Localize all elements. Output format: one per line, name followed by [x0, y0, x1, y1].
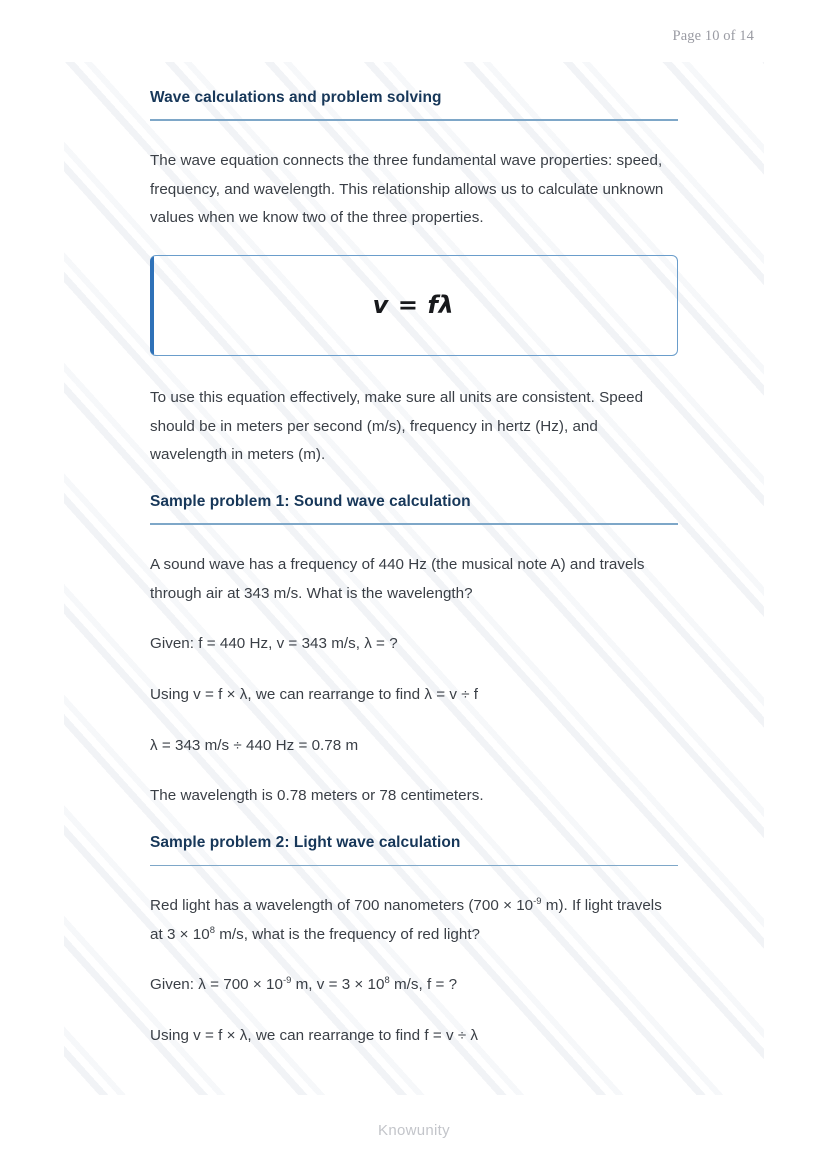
problem2-given-exponent-light-speed: 8 [384, 974, 390, 986]
intro-paragraph: The wave equation connects the three fundamental wave properties: speed, frequency, and wavelength. This relationship allows us to calculate unknown values when we know two of the three properties. [150, 151, 664, 227]
document-content [150, 76, 678, 1051]
problem1-calculation: λ = 343 m/s ÷ 440 Hz = 0.78 m [150, 736, 359, 754]
formula-callout [150, 255, 678, 356]
heading-divider [150, 119, 678, 121]
page-header [0, 0, 828, 62]
problem2-statement [150, 892, 678, 949]
section-sample-problem-2 [150, 833, 678, 866]
problem1-answer: The wavelength is 0.78 meters or 78 centimeters. [150, 787, 484, 805]
heading-divider [150, 865, 678, 867]
problem2-statement-part3: m/s, what is the frequency of red light? [214, 925, 481, 943]
problem2-given-part1: Given: λ = 700 × 10 [150, 976, 283, 994]
problem2-given [150, 971, 678, 1000]
units-paragraph: To use this equation effectively, make sure all units are consistent. Speed should be in meters per second (m/s), frequency in hertz (Hz), and wavelength in meters (m). [150, 388, 644, 464]
problem2-exponent-nano: -9 [533, 895, 542, 906]
problem2-statement-part1: Red light has a wavelength of 700 nanometers (700 × 10 [150, 897, 534, 915]
page-title: Wave calculations and problem solving [150, 89, 442, 106]
sample-problem-2-heading: Sample problem 2: Light wave calculation [150, 834, 461, 852]
wave-equation-text: v = fλ [372, 291, 455, 320]
problem2-exponent-light-speed: 8 [209, 923, 215, 935]
page-number-label: Page 10 of 14 [672, 28, 754, 44]
problem1-statement: A sound wave has a frequency of 440 Hz (the musical note A) and travels through air at 343 m/s. What is the wavelength? [150, 555, 645, 602]
problem2-given-exponent-nano: -9 [282, 974, 292, 986]
problem1-rearrange: Using v = f × λ, we can rearrange to find λ = v ÷ f [150, 686, 479, 704]
formula-accent-bar [150, 256, 154, 355]
sample-problem-1-heading: Sample problem 1: Sound wave calculation [150, 493, 471, 511]
problem2-rearrange: Using v = f × λ, we can rearrange to find f = v ÷ λ [150, 1027, 479, 1045]
document-sheet [64, 62, 764, 1095]
problem2-given-part2: m, v = 3 × 10 [291, 976, 385, 994]
problem2-given-part3: m/s, f = ? [389, 976, 458, 994]
heading-divider [150, 523, 678, 525]
problem2-statement-part2: m). If light travels at 3 × 10 [150, 897, 662, 943]
problem1-given: Given: f = 440 Hz, v = 343 m/s, λ = ? [150, 635, 398, 653]
footer-brand-watermark: Knowunity [378, 1122, 450, 1139]
section-sample-problem-1 [150, 492, 678, 525]
section-wave-calculations [150, 88, 678, 121]
